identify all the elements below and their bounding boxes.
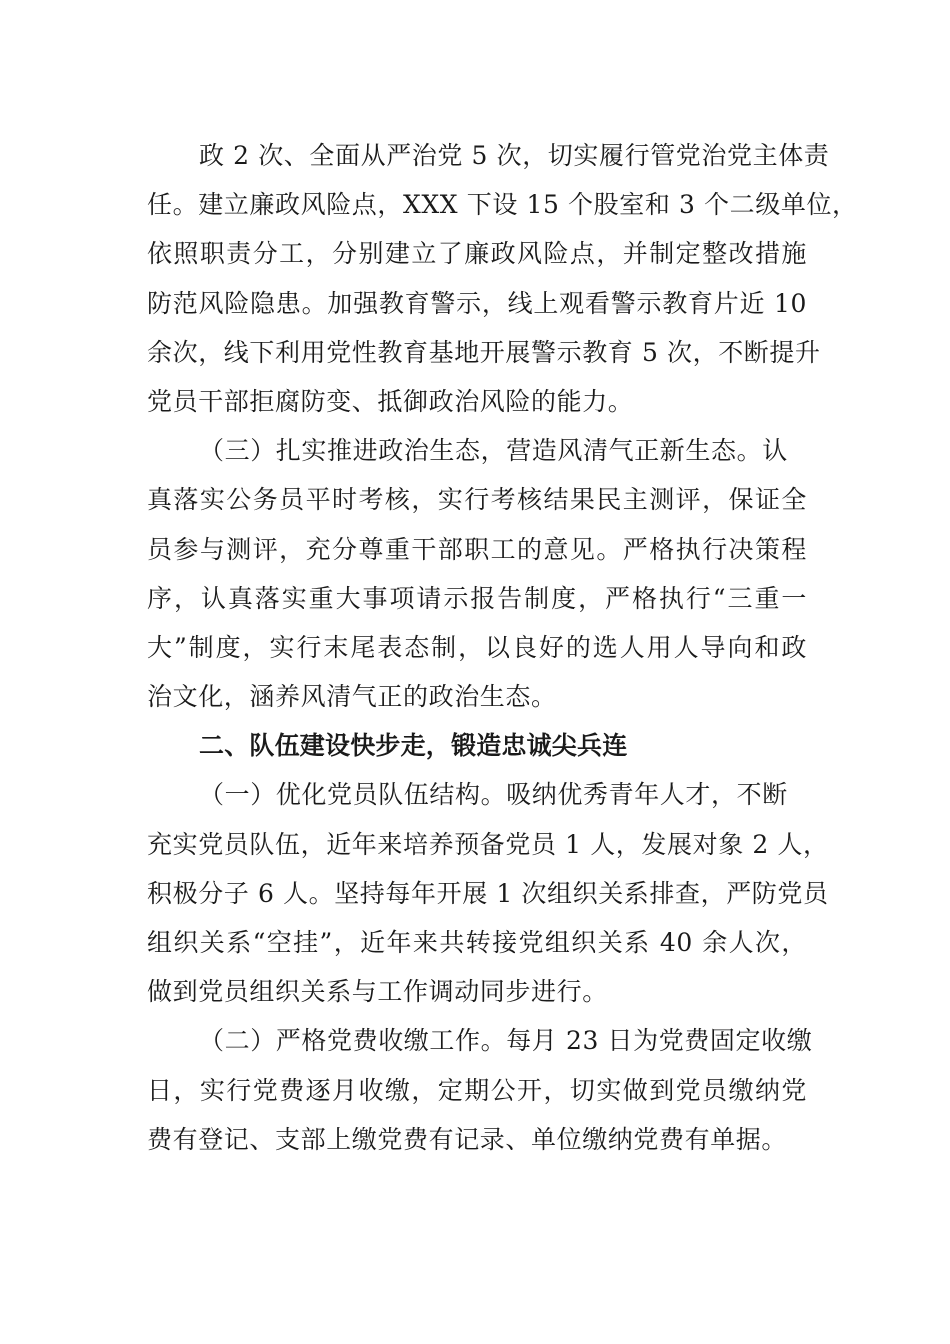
paragraph-line: 政 2 次、全面从严治党 5 次，切实履行管党治党主体责 (199, 141, 830, 170)
paragraph-line: 防范风险隐患。加强教育警示，线上观看警示教育片近 10 (147, 288, 807, 318)
paragraph-line: 依照职责分工，分别建立了廉政风险点，并制定整改措施 (147, 239, 807, 269)
paragraph-line: （一）优化党员队伍结构。吸纳优秀青年人才，不断 (199, 780, 788, 810)
paragraph-line: 真落实公务员平时考核，实行考核结果民主测评，保证全 (147, 485, 807, 515)
paragraph-line: 序，认真落实重大事项请示报告制度，严格执行“三重一 (147, 583, 807, 613)
paragraph-line: 任。建立廉政风险点，XXX 下设 15 个股室和 3 个二级单位， (147, 190, 858, 220)
section-heading: 二、队伍建设快步走，锻造忠诚尖兵连 (199, 731, 628, 761)
paragraph-line: 余次，线下利用党性教育基地开展警示教育 5 次，不断提升 (147, 337, 821, 367)
paragraph-line: 大”制度，实行末尾表态制，以良好的选人用人导向和政 (147, 632, 807, 662)
paragraph-line: 充实党员队伍，近年来培养预备党员 1 人，发展对象 2 人， (147, 829, 829, 859)
document-body (147, 131, 858, 1164)
paragraph-line: 治文化，涵养风清气正的政治生态。 (147, 682, 557, 712)
paragraph-line: 费有登记、支部上缴党费有记录、单位缴纳党费有单据。 (147, 1124, 788, 1154)
paragraph-line: 日，实行党费逐月收缴，定期公开，切实做到党员缴纳党 (147, 1075, 807, 1105)
paragraph-line: 做到党员组织关系与工作调动同步进行。 (147, 977, 608, 1007)
paragraph-line: 积极分子 6 人。坚持每年开展 1 次组织关系排查，严防党员 (147, 878, 829, 908)
paragraph-line: 组织关系“空挂”，近年来共转接党组织关系 40 余人次， (147, 928, 807, 957)
paragraph-line: （二）严格党费收缴工作。每月 23 日为党费固定收缴 (199, 1026, 813, 1056)
paragraph-line: 员参与测评，充分尊重干部职工的意见。严格执行决策程 (147, 534, 807, 564)
paragraph-line: （三）扎实推进政治生态，营造风清气正新生态。认 (199, 436, 788, 466)
paragraph-line: 党员干部拒腐防变、抵御政治风险的能力。 (147, 386, 634, 416)
